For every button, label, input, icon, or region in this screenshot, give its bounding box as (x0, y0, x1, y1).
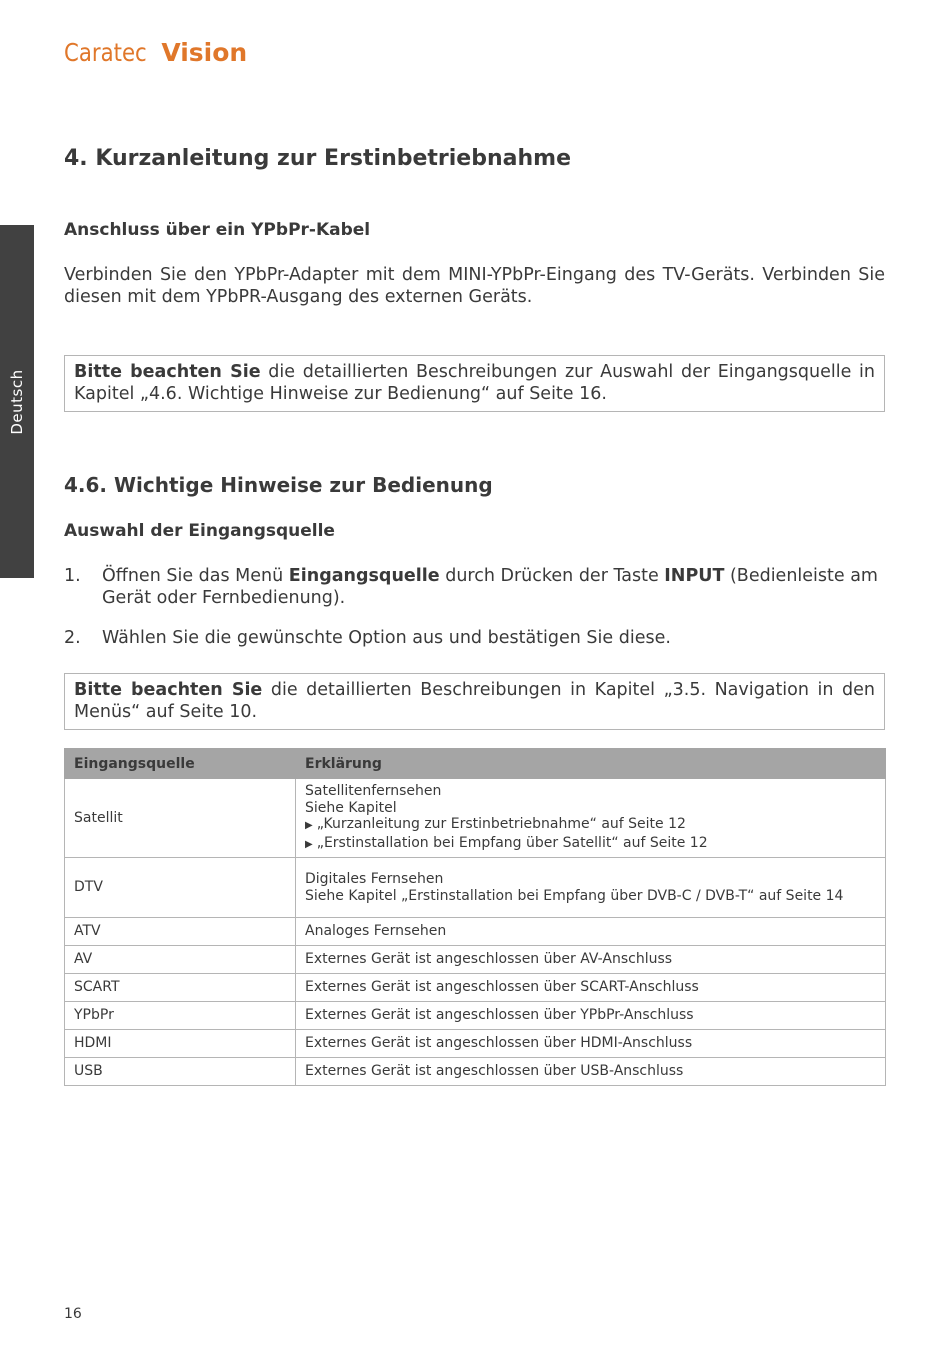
step-text: durch Drücken der Taste (439, 566, 665, 586)
triangle-right-icon: ▶ (305, 838, 313, 850)
note-box-input-source (64, 355, 885, 412)
table-cell-source: AV (65, 946, 296, 974)
table-cell-source: SCART (65, 974, 296, 1002)
logo-part-caratec: Caratec (64, 38, 147, 67)
table-row (65, 918, 886, 946)
language-side-tab (0, 225, 34, 578)
table-cell-explanation: Analoges Fernsehen (296, 918, 886, 946)
triangle-right-icon: ▶ (305, 820, 313, 831)
note-text: die detaillierten Beschreibungen in Kapitel „3.5. Navigation in den Menüs“ auf Seite 10. (74, 680, 875, 722)
subsection-heading-ypbpr: Anschluss über ein YPbPr-Kabel (64, 220, 371, 240)
step-number: 1. (64, 566, 81, 586)
table-row (65, 1030, 886, 1058)
ypbpr-instructions: Verbinden Sie den YPbPr-Adapter mit dem MINI-YPbPr-Eingang des TV-Geräts. Verbinden Sie diesen mit dem YPbPR-Ausgang des externen Geräts. (64, 265, 885, 307)
table-header-explanation: Erklärung (296, 749, 886, 779)
section-heading-hinweise: 4.6. Wichtige Hinweise zur Bedienung (64, 473, 493, 497)
input-source-table (64, 748, 886, 1086)
table-row (65, 1002, 886, 1030)
table-cell-source: ATV (65, 918, 296, 946)
page-number: 16 (64, 1306, 82, 1322)
table-cell-source: YPbPr (65, 1002, 296, 1030)
note-box-navigation (64, 673, 885, 730)
table-cell-explanation (296, 858, 886, 918)
table-row (65, 974, 886, 1002)
table-header-row (65, 749, 886, 779)
step-1 (64, 565, 885, 609)
table-cell-explanation: Externes Gerät ist angeschlossen über YPbPr-Anschluss (296, 1002, 886, 1030)
step-2 (64, 627, 885, 649)
explanation-line: Satellitenfernsehen (305, 783, 442, 799)
language-label: Deutsch (8, 368, 26, 435)
table-cell-explanation: Externes Gerät ist angeschlossen über SCART-Anschluss (296, 974, 886, 1002)
step-text: Öffnen Sie das Menü (102, 566, 289, 586)
table-cell-source: HDMI (65, 1030, 296, 1058)
table-cell-explanation: Externes Gerät ist angeschlossen über AV-Anschluss (296, 946, 886, 974)
explanation-line: Siehe Kapitel (305, 799, 397, 816)
table-cell-source: Satellit (65, 779, 296, 858)
step-text: (Bedienleiste am Gerät oder Fernbedienung). (102, 566, 878, 608)
table-cell-source: USB (65, 1058, 296, 1086)
explanation-line: Siehe Kapitel „Erstinstallation bei Empfang über DVB-C / DVB-T“ auf Seite 14 (305, 887, 844, 904)
table-cell-explanation (296, 779, 886, 858)
table-header-source: Eingangsquelle (65, 749, 296, 779)
table-row (65, 1058, 886, 1086)
table-row (65, 779, 886, 858)
table-cell-explanation: Externes Gerät ist angeschlossen über HDMI-Anschluss (296, 1030, 886, 1058)
table-cell-explanation: Externes Gerät ist angeschlossen über USB-Anschluss (296, 1058, 886, 1086)
table-cell-source: DTV (65, 858, 296, 918)
explanation-bullet (305, 835, 876, 854)
note-emphasis: Bitte beachten Sie (74, 680, 263, 700)
table-row (65, 946, 886, 974)
explanation-bullet (305, 816, 876, 835)
section-title: 4. Kurzanleitung zur Erstinbetriebnahme (64, 146, 571, 171)
step-text: Wählen Sie die gewünschte Option aus und bestätigen Sie diese. (102, 628, 671, 648)
step-emphasis-key: INPUT (664, 566, 725, 586)
bullet-text: „Erstinstallation bei Empfang über Satellit“ auf Seite 12 (316, 834, 708, 851)
brand-logo (64, 38, 247, 67)
logo-part-vision: Vision (161, 38, 248, 67)
step-emphasis-menu: Eingangsquelle (288, 566, 440, 586)
step-number: 2. (64, 628, 81, 648)
table-row (65, 858, 886, 918)
explanation-line: Digitales Fernsehen (305, 871, 444, 887)
bullet-text: „Kurzanleitung zur Erstinbetriebnahme“ auf Seite 12 (316, 816, 686, 832)
note-emphasis: Bitte beachten Sie (74, 362, 261, 382)
subsection-heading-eingangsquelle: Auswahl der Eingangsquelle (64, 521, 335, 541)
note-text: die detaillierten Beschreibungen zur Auswahl der Eingangsquelle in Kapitel „4.6. Wichtige Hinweise zur Bedienung“ auf Seite 16. (74, 362, 875, 404)
